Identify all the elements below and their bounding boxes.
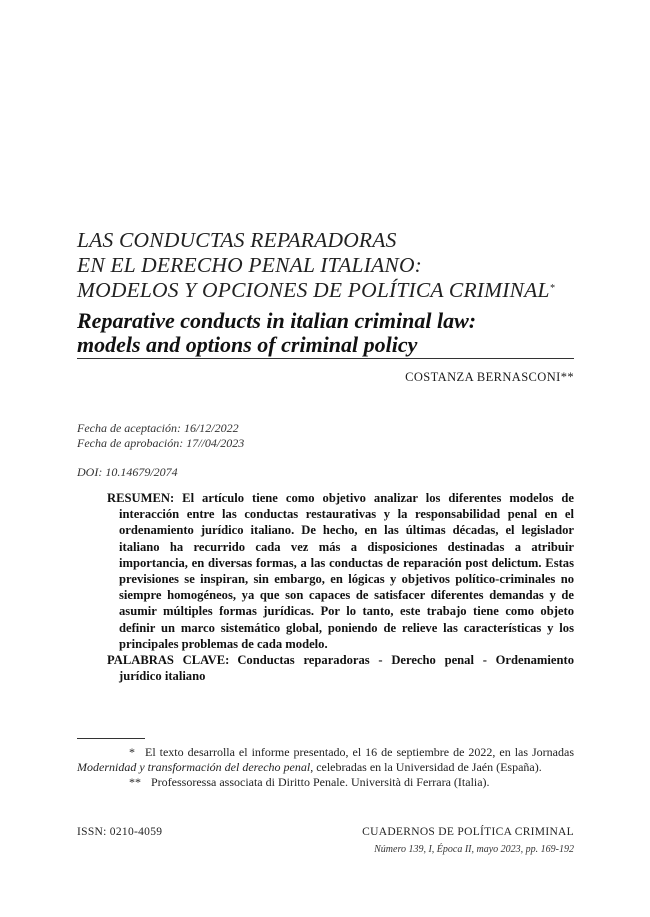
journal-name: CUADERNOS DE POLÍTICA CRIMINAL	[362, 826, 574, 838]
footnote-2-text: Professoressa associata di Diritto Penale. Università di Ferrara (Italia).	[151, 775, 490, 790]
approval-date: Fecha de aprobación: 17//04/2023	[77, 436, 245, 450]
spanish-title-line	[77, 278, 577, 303]
author-name: COSTANZA BERNASCONI**	[405, 370, 574, 384]
abstract-block	[107, 490, 574, 684]
footnote-divider	[77, 738, 145, 739]
footnote-1-text-after: , celebradas en la Universidad de Jaén (España).	[310, 760, 542, 775]
footnote-1-text-before: El texto desarrolla el informe presentado, el 16 de septiembre de 2022, en las Jornadas	[145, 745, 574, 759]
english-title	[77, 309, 577, 357]
spanish-title-line: EN EL DERECHO PENAL ITALIANO:	[77, 253, 423, 277]
spanish-title-line: LAS CONDUCTAS REPARADORAS	[77, 228, 397, 252]
issue-info: Número 139, I, Época II, mayo 2023, pp. 169-192	[374, 844, 574, 855]
footnote-1-italic-title: Modernidad y transformación del derecho penal	[77, 760, 311, 775]
spanish-title-line-text: MODELOS Y OPCIONES DE POLÍTICA CRIMINAL	[77, 278, 550, 302]
abstract-text: El artículo tiene como objetivo analizar los diferentes modelos de interacción entre las conductas restaurativas y la responsabilidad penal en el ordenamiento jurídico italiano. De hecho, en las últimas décadas, el legislador italiano ha recurrido cada vez más a disposiciones destinadas a atribuir importancia, en diversas formas, a las conductas de reparación post delictum. Estas previsiones se inspiran, sin embargo, en lógicas y objetivos político-criminales no siempre homogéneos, ya que son capaces de satisfacer diferentes demandas y de asumir múltiples formas jurídicas. Por lo tanto, este trabajo tiene como objeto definir un marco sistemático global, poniendo de relieve las características y los principales problemas de cada modelo.	[119, 491, 574, 651]
abstract-paragraph	[107, 490, 574, 652]
footnotes	[77, 745, 574, 791]
footnote-2-mark: **	[129, 775, 141, 790]
spanish-title	[77, 228, 577, 303]
issn: ISSN: 0210-4059	[77, 826, 163, 838]
keywords-text: Conductas reparadoras - Derecho penal - Ordenamiento jurídico italiano	[119, 653, 574, 684]
footnote-1	[77, 745, 574, 775]
title-divider	[77, 358, 574, 359]
abstract-label: RESUMEN:	[107, 491, 175, 505]
publication-dates	[77, 421, 244, 451]
title-footnote-mark: *	[549, 283, 555, 294]
english-title-line: Reparative conducts in italian criminal law:	[77, 308, 477, 333]
english-title-line: models and options of criminal policy	[77, 332, 418, 357]
acceptance-date: Fecha de aceptación: 16/12/2022	[77, 421, 239, 435]
footnote-1-mark: *	[129, 745, 135, 759]
keywords-paragraph	[107, 652, 574, 684]
keywords-label: PALABRAS CLAVE:	[107, 653, 230, 668]
doi: DOI: 10.14679/2074	[77, 465, 178, 479]
footnote-2	[77, 775, 574, 790]
